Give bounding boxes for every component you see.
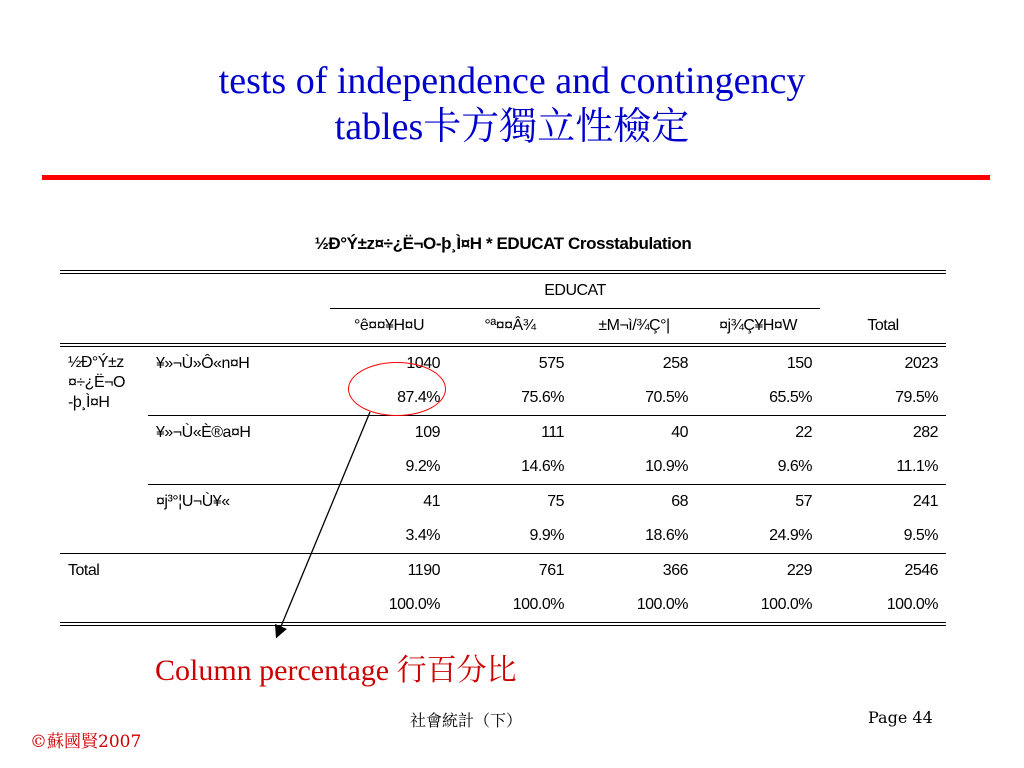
total-count-cell: 366 [662, 562, 688, 579]
percent-cell: 18.6% [645, 527, 688, 544]
count-cell: 258 [662, 355, 688, 372]
percent-cell: 9.5% [903, 527, 939, 544]
count-cell: 75 [547, 493, 564, 510]
educat-header: EDUCAT [330, 272, 820, 309]
count-cell: 68 [671, 493, 688, 510]
count-cell: 241 [912, 493, 939, 510]
total-count-cell: 2546 [904, 562, 939, 579]
copyright-notice: ©蘇國賢2007 [30, 732, 142, 752]
percent-cell: 70.5% [645, 389, 688, 406]
percent-cell: 9.2% [405, 458, 440, 475]
col-header: ±M¬ì/¾Ç°| [598, 317, 670, 334]
total-row-label: Total [68, 562, 100, 579]
count-cell: 2023 [904, 355, 939, 372]
total-percent-cell: 100.0% [886, 596, 939, 613]
annotation-label: Column percentage 行百分比 [155, 654, 517, 687]
total-count-cell: 229 [786, 562, 813, 579]
col-header-total: Total [867, 316, 899, 334]
page-number: Page 44 [868, 708, 933, 727]
title-line-2: tables卡方獨立性檢定 [334, 106, 690, 148]
percent-cell: 11.1% [896, 458, 939, 475]
count-cell: 41 [423, 493, 440, 510]
count-cell: 40 [671, 424, 688, 441]
total-count-cell: 1190 [407, 562, 440, 579]
percent-cell: 24.9% [769, 527, 813, 544]
count-cell: 150 [786, 355, 813, 372]
count-cell: 109 [414, 424, 440, 441]
row-group-label: ¥»¬Ù»Ô«n¤H [156, 355, 250, 372]
percent-cell: 10.9% [645, 458, 688, 475]
row-group-label: ¤j³°¦U¬Ù¥« [156, 493, 230, 510]
count-cell: 111 [541, 424, 564, 441]
count-cell: 57 [795, 493, 813, 510]
percent-cell: 87.4% [397, 389, 440, 406]
row-variable-label: ½Ð°Ý±z ¤÷¿Ë¬O -þ¸Ì¤H [68, 354, 125, 411]
total-percent-cell: 100.0% [636, 596, 688, 613]
percent-cell: 75.6% [521, 389, 564, 406]
total-percent-cell: 100.0% [760, 596, 813, 613]
col-header: ¤j¾Ç¥H¤W [719, 317, 797, 334]
crosstab-caption: ½Ð°Ý±z¤÷¿Ë¬O-þ¸Ì¤H * EDUCAT Crosstabulation [314, 234, 692, 253]
title-line-1: tests of independence and contingency [218, 60, 806, 102]
percent-cell: 65.5% [769, 389, 813, 406]
col-header: °ª¤¤Â¾ [484, 317, 536, 334]
total-count-cell: 761 [538, 562, 564, 579]
row-group-label: ¥»¬Ù«È®a¤H [156, 424, 251, 441]
col-header: °ê¤¤¥H¤U [354, 317, 424, 334]
total-percent-cell: 100.0% [388, 596, 440, 613]
count-cell: 282 [912, 424, 939, 441]
total-percent-cell: 100.0% [512, 596, 564, 613]
count-cell: 22 [795, 424, 813, 441]
percent-cell: 9.9% [529, 527, 564, 544]
count-cell: 1040 [406, 355, 440, 372]
percent-cell: 3.4% [405, 527, 440, 544]
percent-cell: 79.5% [895, 389, 939, 406]
percent-cell: 14.6% [521, 458, 564, 475]
percent-cell: 9.6% [777, 458, 813, 475]
count-cell: 575 [538, 355, 564, 372]
footer-course: 社會統計（下） [410, 711, 523, 730]
